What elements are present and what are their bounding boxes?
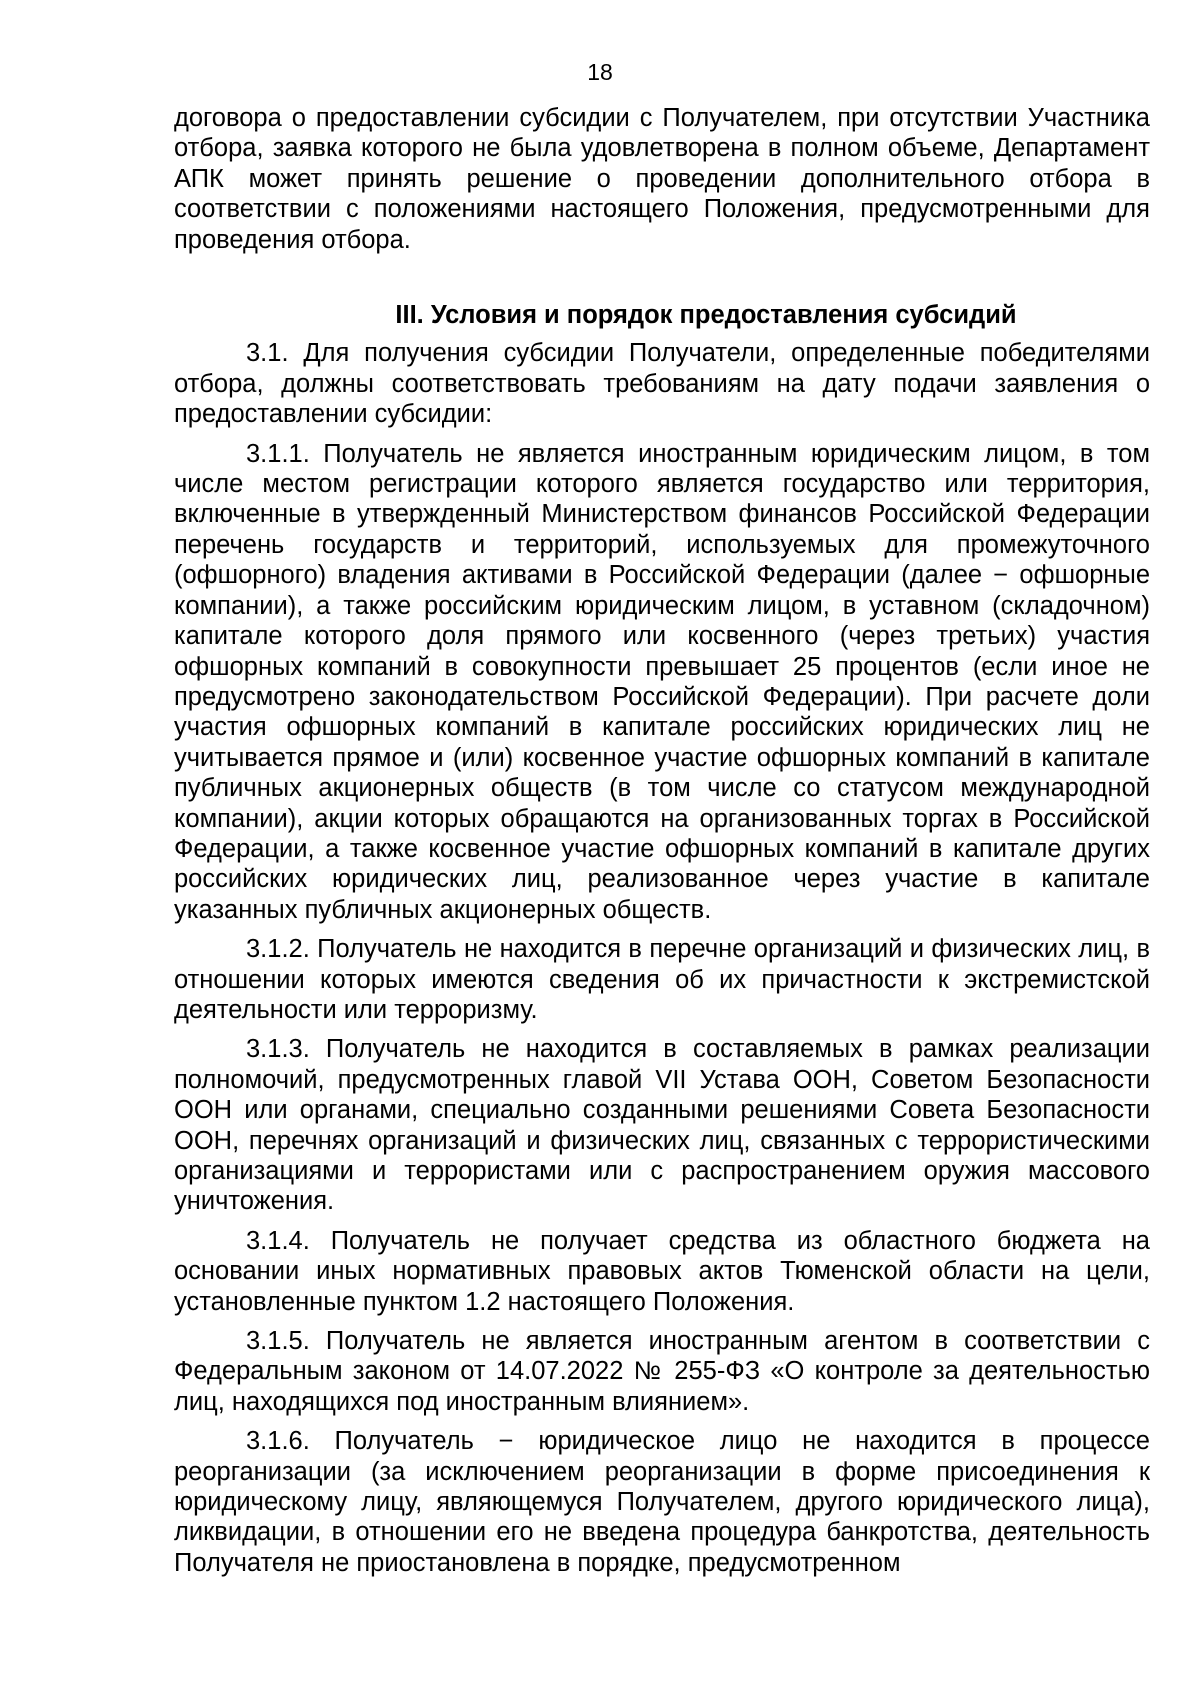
paragraph-3-1-3: 3.1.3. Получатель не находится в составляемых в рамках реализации полномочий, предусмотренных главой VII Устава ООН, Советом Безопасности ООН или органами, специально созданными решениями Совета Безопасности ООН, перечнях организаций и физических лиц, связанных с террористическими организациями и террористами или с распространением оружия массового уничтожения.	[174, 1035, 1150, 1216]
paragraph-continuation: договора о предоставлении субсидии с Получателем, при отсутствии Участника отбора, заявка которого не была удовлетворена в полном объеме, Департамент АПК может принять решение о проведении дополнительного отбора в соответствии с положениями настоящего Положения, предусмотренными для проведения отбора.	[174, 104, 1150, 254]
paragraph-3-1-5: 3.1.5. Получатель не является иностранным агентом в соответствии с Федеральным законом от 14.07.2022 № 255-ФЗ «О контроле за деятельностью лиц, находящихся под иностранным влиянием».	[174, 1327, 1150, 1416]
document-body	[174, 103, 1150, 1578]
section-heading: III. Условия и порядок предоставления субсидий	[395, 301, 1017, 330]
paragraph-3-1: 3.1. Для получения субсидии Получатели, определенные победителями отбора, должны соответствовать требованиям на дату подачи заявления о предоставлении субсидии:	[174, 339, 1150, 429]
page-number: 18	[587, 59, 613, 85]
paragraph-3-1-1: 3.1.1. Получатель не является иностранным юридическим лицом, в том числе местом регистрации которого является государство или территория, включенные в утвержденный Министерством финансов Российской Федерации перечень государств и территорий, используемых для промежуточного (офшорного) владения активами в Российской Федерации (далее − офшорные компании), а также российским юридическим лицом, в уставном (складочном) капитале которого доля прямого или косвенного (через третьих) участия офшорных компаний в совокупности превышает 25 процентов (если иное не предусмотрено законодательством Российской Федерации). При расчете доли участия офшорных компаний в капитале российских юридических лиц не учитывается прямое и (или) косвенное участие офшорных компаний в капитале публичных акционерных обществ (в том числе со статусом международной компании), акции которых обращаются на организованных торгах в Российской Федерации, а также косвенное участие офшорных компаний в капитале других российских юридических лиц, реализованное через участие в капитале указанных публичных акционерных обществ.	[174, 439, 1150, 924]
paragraph-3-1-4: 3.1.4. Получатель не получает средства из областного бюджета на основании иных нормативных правовых актов Тюменской области на цели, установленные пунктом 1.2 настоящего Положения.	[174, 1226, 1150, 1316]
paragraph-3-1-6: 3.1.6. Получатель − юридическое лицо не находится в процессе реорганизации (за исключением реорганизации в форме присоединения к юридическому лицу, являющемуся Получателем, другого юридического лица), ликвидации, в отношении его не введена процедура банкротства, деятельность Получателя не приостановлена в порядке, предусмотренном	[174, 1427, 1150, 1577]
paragraph-3-1-2: 3.1.2. Получатель не находится в перечне организаций и физических лиц, в отношении которых имеются сведения об их причастности к экстремистской деятельности или терроризму.	[174, 935, 1150, 1024]
